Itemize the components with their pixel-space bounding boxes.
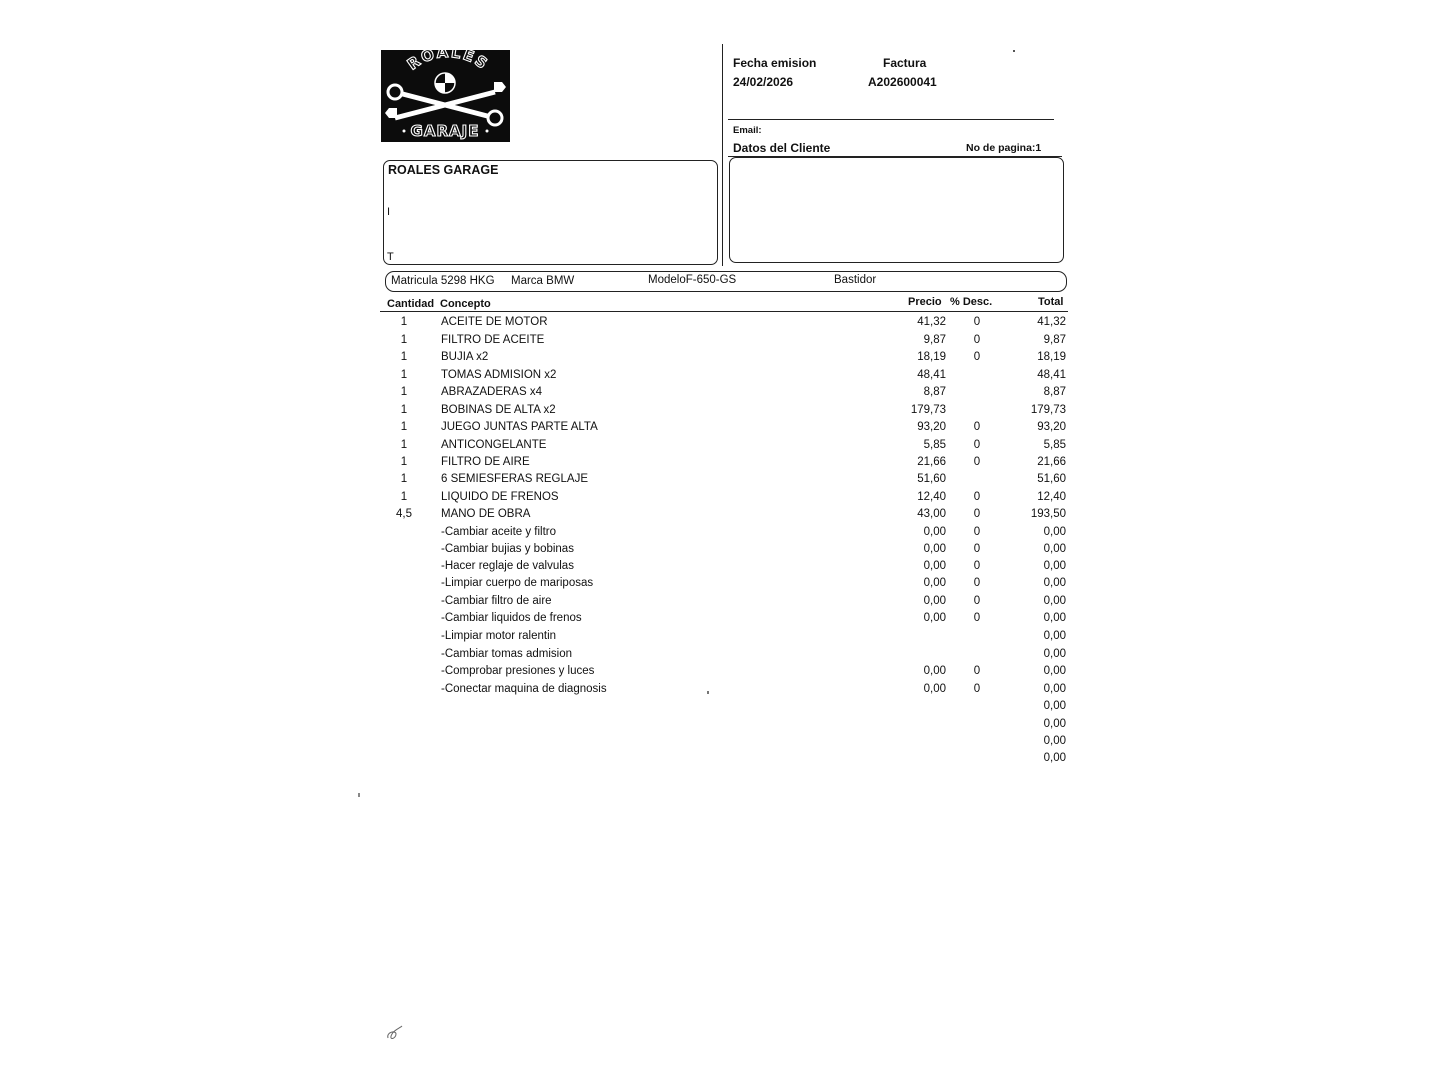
col-total: Total — [1038, 296, 1064, 308]
table-row — [0, 439, 1440, 456]
row-total: 0,00 — [1043, 735, 1066, 747]
logo-top-text: ROALES — [403, 50, 493, 74]
pagina-label: No de pagina: — [966, 142, 1036, 154]
table-row — [0, 334, 1440, 351]
row-cantidad: 1 — [400, 439, 408, 451]
scan-mark-icon — [384, 1022, 406, 1044]
row-desc: 0 — [973, 595, 981, 607]
row-desc: 0 — [973, 612, 981, 624]
row-precio: 18,19 — [917, 351, 946, 363]
row-desc: 0 — [973, 316, 981, 328]
table-row — [0, 508, 1440, 525]
pagina-value: 1 — [1035, 142, 1042, 154]
company-name: ROALES GARAGE — [388, 163, 499, 177]
table-row — [0, 316, 1440, 333]
row-concepto: -Cambiar liquidos de frenos — [441, 612, 582, 624]
table-row — [0, 404, 1440, 421]
logo-bottom-text: GARAJE — [410, 122, 480, 140]
company-box — [383, 160, 718, 265]
row-desc: 0 — [973, 351, 981, 363]
table-row — [0, 560, 1440, 577]
row-desc: 0 — [973, 508, 981, 520]
row-precio: 179,73 — [910, 404, 946, 416]
row-concepto: LIQUIDO DE FRENOS — [441, 491, 559, 503]
row-total: 5,85 — [1043, 439, 1066, 451]
row-concepto: ACEITE DE MOTOR — [441, 316, 548, 328]
row-concepto: -Conectar maquina de diagnosis — [441, 683, 607, 695]
table-row — [0, 577, 1440, 594]
row-concepto: TOMAS ADMISION x2 — [441, 369, 557, 381]
row-cantidad: 1 — [400, 386, 408, 398]
row-concepto: ABRAZADERAS x4 — [441, 386, 542, 398]
row-total: 0,00 — [1043, 718, 1066, 730]
table-row — [0, 369, 1440, 386]
row-concepto: -Cambiar bujias y bobinas — [441, 543, 574, 555]
factura-label: Factura — [883, 56, 927, 70]
factura-value: A202600041 — [868, 75, 937, 89]
row-concepto: -Cambiar aceite y filtro — [441, 526, 557, 538]
row-total: 8,87 — [1043, 386, 1066, 398]
row-precio: 9,87 — [923, 334, 946, 346]
table-header-rule — [380, 311, 1068, 312]
row-precio: 48,41 — [917, 369, 946, 381]
row-cantidad: 1 — [400, 351, 408, 363]
vehicle-modelo: ModeloF-650-GS — [648, 274, 737, 286]
row-cantidad: 1 — [400, 456, 408, 468]
fecha-label: Fecha emision — [733, 56, 817, 70]
row-total: 0,00 — [1043, 648, 1066, 660]
table-row — [0, 456, 1440, 473]
row-precio: 0,00 — [923, 560, 946, 572]
row-concepto: -Cambiar filtro de aire — [441, 595, 552, 607]
row-precio: 93,20 — [917, 421, 946, 433]
row-concepto: -Limpiar cuerpo de mariposas — [441, 577, 594, 589]
scan-speck — [1013, 50, 1015, 52]
table-row — [0, 526, 1440, 543]
row-desc: 0 — [973, 577, 981, 589]
table-row — [0, 735, 1440, 752]
row-total: 18,19 — [1037, 351, 1066, 363]
row-precio: 0,00 — [923, 543, 946, 555]
vehicle-marca: Marca BMW — [511, 275, 575, 287]
row-total: 179,73 — [1030, 404, 1066, 416]
company-line-1: I — [387, 206, 391, 218]
table-row — [0, 491, 1440, 508]
row-desc: 0 — [973, 456, 981, 468]
row-precio: 0,00 — [923, 526, 946, 538]
col-precio: Precio — [908, 296, 942, 308]
vehicle-bastidor: Bastidor — [834, 274, 877, 286]
table-row — [0, 700, 1440, 717]
row-precio: 21,66 — [917, 456, 946, 468]
table-row — [0, 473, 1440, 490]
row-precio: 0,00 — [923, 595, 946, 607]
row-concepto: -Comprobar presiones y luces — [441, 665, 595, 677]
row-total: 0,00 — [1043, 752, 1066, 764]
table-row — [0, 683, 1440, 700]
row-total: 0,00 — [1043, 630, 1066, 642]
row-cantidad: 1 — [400, 473, 408, 485]
table-row — [0, 543, 1440, 560]
row-total: 0,00 — [1043, 595, 1066, 607]
header-rule — [728, 119, 1054, 120]
row-total: 0,00 — [1043, 543, 1066, 555]
vehicle-box — [385, 271, 1067, 292]
row-desc: 0 — [973, 439, 981, 451]
row-concepto: MANO DE OBRA — [441, 508, 531, 520]
table-row — [0, 752, 1440, 769]
row-total: 9,87 — [1043, 334, 1066, 346]
email-label: Email: — [733, 125, 762, 136]
client-box — [729, 157, 1064, 263]
row-precio: 0,00 — [923, 612, 946, 624]
row-precio: 0,00 — [923, 665, 946, 677]
row-desc: 0 — [973, 665, 981, 677]
row-total: 0,00 — [1043, 526, 1066, 538]
row-total: 0,00 — [1043, 577, 1066, 589]
table-row — [0, 718, 1440, 735]
table-row — [0, 612, 1440, 629]
table-row — [0, 665, 1440, 682]
row-concepto: -Hacer reglaje de valvulas — [441, 560, 574, 572]
garage-logo — [381, 50, 510, 142]
row-desc: 0 — [973, 334, 981, 346]
scan-speck — [707, 691, 709, 694]
row-concepto: FILTRO DE ACEITE — [441, 334, 545, 346]
row-concepto: FILTRO DE AIRE — [441, 456, 530, 468]
row-total: 51,60 — [1037, 473, 1066, 485]
row-cantidad: 1 — [400, 421, 408, 433]
svg-text:ROALES — [404, 50, 492, 74]
col-desc: % Desc. — [950, 296, 993, 308]
row-concepto: ANTICONGELANTE — [441, 439, 547, 451]
row-desc: 0 — [973, 526, 981, 538]
row-total: 0,00 — [1043, 560, 1066, 572]
row-cantidad: 1 — [400, 369, 408, 381]
row-precio: 12,40 — [917, 491, 946, 503]
row-desc: 0 — [973, 683, 981, 695]
row-total: 193,50 — [1030, 508, 1066, 520]
row-precio: 8,87 — [923, 386, 946, 398]
row-precio: 43,00 — [917, 508, 946, 520]
row-total: 21,66 — [1037, 456, 1066, 468]
company-line-2: T — [387, 251, 394, 263]
row-precio: 5,85 — [923, 439, 946, 451]
row-concepto: JUEGO JUNTAS PARTE ALTA — [441, 421, 598, 433]
table-row — [0, 386, 1440, 403]
row-cantidad: 1 — [400, 334, 408, 346]
table-row — [0, 630, 1440, 647]
row-desc: 0 — [973, 421, 981, 433]
row-concepto: 6 SEMIESFERAS REGLAJE — [441, 473, 588, 485]
row-total: 48,41 — [1037, 369, 1066, 381]
pagina-number — [966, 142, 1041, 154]
row-precio: 51,60 — [917, 473, 946, 485]
row-concepto: -Cambiar tomas admision — [441, 648, 573, 660]
table-row — [0, 421, 1440, 438]
row-concepto: BOBINAS DE ALTA x2 — [441, 404, 556, 416]
row-concepto: BUJIA x2 — [441, 351, 489, 363]
col-concepto: Concepto — [440, 298, 491, 310]
row-precio: 0,00 — [923, 683, 946, 695]
col-cantidad: Cantidad — [387, 298, 435, 310]
row-cantidad: 1 — [400, 404, 408, 416]
row-cantidad: 1 — [400, 316, 408, 328]
row-total: 0,00 — [1043, 665, 1066, 677]
row-total: 0,00 — [1043, 683, 1066, 695]
row-total: 12,40 — [1037, 491, 1066, 503]
table-row — [0, 595, 1440, 612]
table-row — [0, 648, 1440, 665]
row-total: 93,20 — [1037, 421, 1066, 433]
row-total: 0,00 — [1043, 700, 1066, 712]
fecha-value: 24/02/2026 — [733, 75, 794, 89]
scan-speck — [358, 793, 360, 797]
row-cantidad: 4,5 — [396, 508, 412, 520]
row-desc: 0 — [973, 543, 981, 555]
cliente-label: Datos del Cliente — [733, 141, 831, 155]
table-row — [0, 351, 1440, 368]
row-precio: 0,00 — [923, 577, 946, 589]
vehicle-matricula: Matricula 5298 HKG — [391, 275, 495, 287]
row-desc: 0 — [973, 491, 981, 503]
header-divider — [722, 44, 723, 266]
wrench-logo-icon — [381, 50, 510, 142]
row-precio: 41,32 — [917, 316, 946, 328]
row-desc: 0 — [973, 560, 981, 572]
row-concepto: -Limpiar motor ralentin — [441, 630, 557, 642]
row-cantidad: 1 — [400, 491, 408, 503]
row-total: 41,32 — [1037, 316, 1066, 328]
row-total: 0,00 — [1043, 612, 1066, 624]
